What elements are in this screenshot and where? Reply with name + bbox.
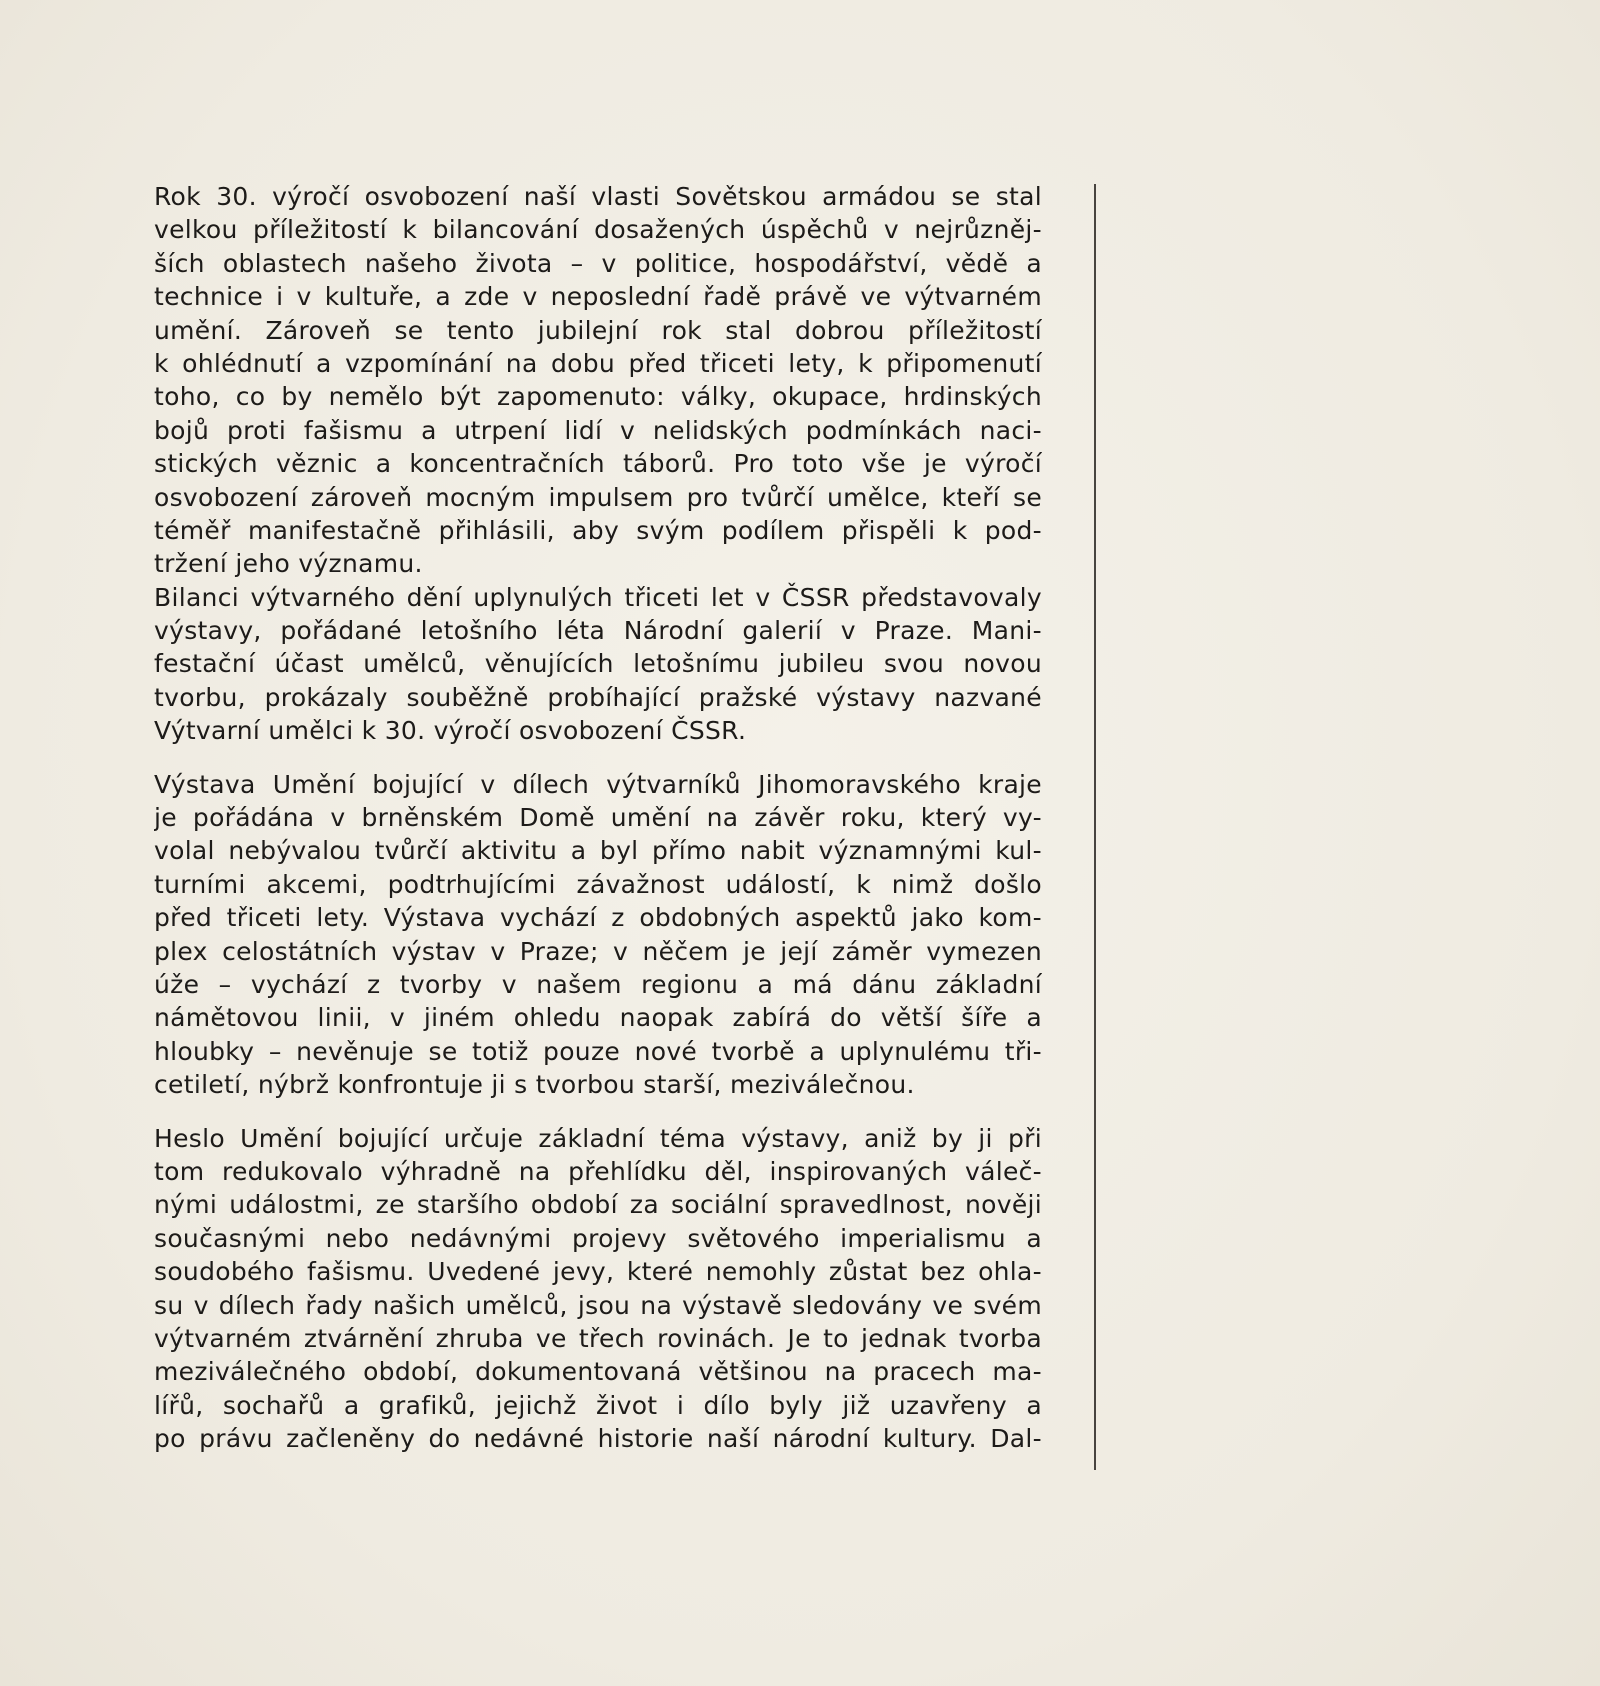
paragraph-line: úže – vychází z tvorby v našem regionu a má dánu základní <box>154 969 1042 999</box>
paragraph-2 <box>154 581 1042 748</box>
paragraph-line: je pořádána v brněnském Domě umění na závěr roku, který vy- <box>154 803 1042 833</box>
paragraph-line: stických věznic a koncentračních táborů. Pro toto vše je výročí <box>154 449 1042 479</box>
paragraph-line: námětovou linii, v jiném ohledu naopak zabírá do větší šíře a <box>154 1003 1042 1033</box>
paragraph-4 <box>154 1122 1042 1456</box>
paragraph-line: Bilanci výtvarného dění uplynulých třiceti let v ČSSR představovaly <box>154 582 1042 612</box>
text-column <box>154 180 1042 1455</box>
paragraph-3 <box>154 768 1042 1102</box>
paragraph-line: současnými nebo nedávnými projevy světového imperialismu a <box>154 1223 1042 1253</box>
paragraph-line: velkou příležitostí k bilancování dosažených úspěchů v nejrůzněj- <box>154 215 1042 245</box>
paragraph-line: před třiceti lety. Výstava vychází z obdobných aspektů jako kom- <box>154 903 1042 933</box>
paragraph-line: lířů, sochařů a grafiků, jejichž život i dílo byly již uzavřeny a <box>154 1390 1042 1420</box>
paragraph-line: umění. Zároveň se tento jubilejní rok stal dobrou příležitostí <box>154 315 1042 345</box>
paragraph-line: Rok 30. výročí osvobození naší vlasti Sovětskou armádou se stal <box>154 182 1042 211</box>
paragraph-line: ších oblastech našeho života – v politice, hospodářství, vědě a <box>154 248 1042 278</box>
paragraph-gap <box>154 1102 1042 1122</box>
paragraph-line: turními akcemi, podtrhujícími závažnost událostí, k nimž došlo <box>154 869 1042 899</box>
paragraph-line: tržení jeho významu. <box>154 549 423 579</box>
paragraph-1 <box>154 180 1042 581</box>
paragraph-line: k ohlédnutí a vzpomínání na dobu před třiceti lety, k připomenutí <box>154 348 1042 378</box>
paragraph-line: hloubky – nevěnuje se totiž pouze nové tvorbě a uplynulému tři- <box>154 1036 1042 1066</box>
paragraph-line: volal nebývalou tvůrčí aktivitu a byl přímo nabit významnými kul- <box>154 836 1042 866</box>
paragraph-line: su v dílech řady našich umělců, jsou na výstavě sledovány ve svém <box>154 1290 1042 1320</box>
paragraph-line: meziválečného období, dokumentovaná většinou na pracech ma- <box>154 1357 1042 1387</box>
paragraph-line: plex celostátních výstav v Praze; v něčem je její záměr vymezen <box>154 936 1042 966</box>
paragraph-line: Výstava Umění bojující v dílech výtvarníků Jihomoravského kraje <box>154 769 1042 799</box>
paragraph-line: výstavy, pořádané letošního léta Národní galerií v Praze. Mani- <box>154 616 1042 646</box>
paragraph-line: tvorbu, prokázaly souběžně probíhající pražské výstavy nazvané <box>154 682 1042 712</box>
paragraph-line: výtvarném ztvárnění zhruba ve třech rovinách. Je to jednak tvorba <box>154 1323 1042 1353</box>
paragraph-line: bojů proti fašismu a utrpení lidí v nelidských podmínkách naci- <box>154 415 1042 445</box>
paragraph-line: technice i v kultuře, a zde v neposlední řadě právě ve výtvarném <box>154 282 1042 312</box>
paragraph-line: téměř manifestačně přihlásili, aby svým podílem přispěli k pod- <box>154 515 1042 545</box>
paragraph-line: Heslo Umění bojující určuje základní téma výstavy, aniž by ji při <box>154 1123 1042 1153</box>
paragraph-line: toho, co by nemělo být zapomenuto: války, okupace, hrdinských <box>154 382 1042 412</box>
paragraph-line: osvobození zároveň mocným impulsem pro tvůrčí umělce, kteří se <box>154 482 1042 512</box>
paragraph-line: po právu začleněny do nedávné historie naší národní kultury. Dal- <box>154 1424 1042 1454</box>
paragraph-line: Výtvarní umělci k 30. výročí osvobození ČSSR. <box>154 716 747 746</box>
paragraph-line: nými událostmi, ze staršího období za sociální spravedlnost, nověji <box>154 1190 1042 1220</box>
paragraph-line: soudobého fašismu. Uvedené jevy, které nemohly zůstat bez ohla- <box>154 1257 1042 1287</box>
paragraph-line: tom redukovalo výhradně na přehlídku děl, inspirovaných váleč- <box>154 1156 1042 1186</box>
paragraph-gap <box>154 748 1042 768</box>
vertical-rule <box>1094 184 1096 1470</box>
paragraph-line: festační účast umělců, věnujících letošnímu jubileu svou novou <box>154 649 1042 679</box>
paragraph-line: cetiletí, nýbrž konfrontuje ji s tvorbou starší, meziválečnou. <box>154 1070 915 1100</box>
